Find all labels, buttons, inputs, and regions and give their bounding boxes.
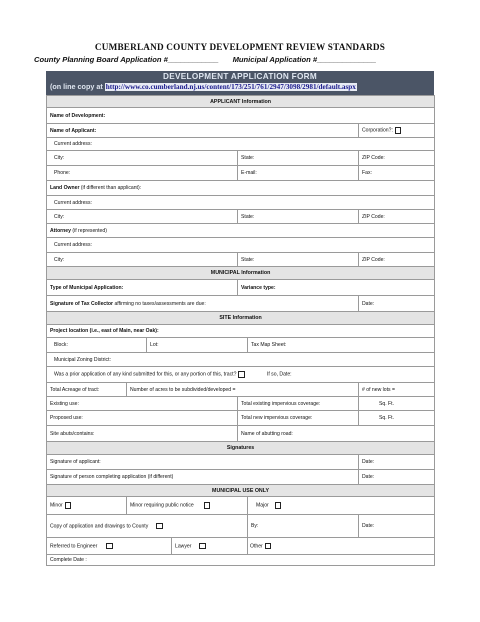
complete-date-field[interactable]: Complete Date : <box>47 555 435 566</box>
attorney-city-field[interactable]: City: <box>47 253 238 267</box>
minor-public-notice-label: Minor requiring public notice <box>130 502 194 509</box>
tax-collector-signature-field[interactable] <box>47 296 359 312</box>
applicant-state-field[interactable]: State: <box>238 151 359 166</box>
preparer-signature-date-field[interactable]: Date: <box>359 470 435 485</box>
land-owner-state-field[interactable]: State: <box>238 210 359 224</box>
minor-checkbox[interactable] <box>65 502 72 509</box>
county-application-number: County Planning Board Application #____________ <box>34 55 219 64</box>
attorney-note: (if represented) <box>72 227 107 234</box>
total-acreage-field[interactable]: Total Acreage of tract: <box>47 383 127 397</box>
copy-to-county-label: Copy of application and drawings to County <box>50 523 149 530</box>
minor-label: Minor <box>50 502 63 509</box>
online-copy-link[interactable]: http://www.co.cumberland.nj.us/content/173/251/761/2947/3098/2981/default.aspx <box>105 83 356 91</box>
tax-collector-date-field[interactable]: Date: <box>359 296 435 312</box>
applicant-signature-field[interactable]: Signature of applicant: <box>47 455 359 470</box>
form-title: DEVELOPMENT APPLICATION FORM <box>163 72 317 81</box>
municipal-application-number: Municipal Application #______________ <box>232 55 377 64</box>
document-title: CUMBERLAND COUNTY DEVELOPMENT REVIEW STANDARDS <box>94 42 386 52</box>
major-option <box>248 497 435 515</box>
land-owner-label: Land Owner <box>50 185 80 191</box>
application-number-line <box>34 55 376 64</box>
attorney-zip-field[interactable]: ZIP Code: <box>359 253 435 267</box>
prior-application-date-label: If so, Date: <box>266 371 292 378</box>
lawyer-label: Lawyer <box>175 543 192 550</box>
existing-use-field[interactable]: Existing use: <box>47 397 238 411</box>
minor-public-notice-checkbox[interactable] <box>204 502 211 509</box>
site-abuts-field[interactable]: Site abuts/contains: <box>47 426 238 442</box>
corporation-label: Corporation?: <box>362 127 393 134</box>
attorney-state-field[interactable]: State: <box>238 253 359 267</box>
other-option <box>248 538 435 555</box>
block-field[interactable]: Block: <box>47 338 147 353</box>
land-owner-zip-field[interactable]: ZIP Code: <box>359 210 435 224</box>
other-checkbox[interactable] <box>265 543 272 550</box>
project-location-field[interactable]: Project location (i.e., east of Main, near Oak): <box>47 325 435 338</box>
tax-collector-note: affirming no taxes/assessments are due: <box>114 300 206 307</box>
copy-date-field[interactable]: Date: <box>359 515 435 538</box>
applicant-address-field[interactable]: Current address: <box>47 138 435 151</box>
prior-application-question: Was a prior application of any kind submitted for this, or any portion of this, tract? <box>54 371 237 378</box>
existing-impervious-field[interactable]: Total existing impervious coverage: <box>238 397 359 411</box>
variance-type-field[interactable]: Variance type: <box>238 280 435 296</box>
lawyer-option <box>172 538 248 555</box>
form-banner <box>46 71 434 95</box>
section-applicant: APPLICANT Information <box>47 96 435 108</box>
copy-to-county-checkbox[interactable] <box>156 523 163 530</box>
corporation-field <box>359 124 435 138</box>
proposed-use-field[interactable]: Proposed use: <box>47 411 238 426</box>
applicant-city-field[interactable]: City: <box>47 151 238 166</box>
applicant-fax-field[interactable]: Fax: <box>359 166 435 181</box>
application-form-table <box>46 95 435 566</box>
applicant-zip-field[interactable]: ZIP Code: <box>359 151 435 166</box>
application-type-field[interactable]: Type of Municipal Application: <box>47 280 238 296</box>
name-of-applicant-field[interactable]: Name of Applicant: <box>47 124 359 138</box>
attorney-field[interactable] <box>47 224 435 238</box>
section-municipal-use: MUNICIPAL USE ONLY <box>47 485 435 497</box>
lawyer-checkbox[interactable] <box>199 543 206 550</box>
minor-public-notice-option <box>127 497 248 515</box>
applicant-email-field[interactable]: E-mail: <box>238 166 359 181</box>
land-owner-address-field[interactable]: Current address: <box>47 196 435 210</box>
tax-collector-label: Signature of Tax Collector <box>50 300 114 307</box>
corporation-checkbox[interactable] <box>395 127 402 134</box>
engineer-checkbox[interactable] <box>106 543 113 550</box>
zoning-district-field[interactable]: Municipal Zoning District: <box>47 353 435 367</box>
major-checkbox[interactable] <box>275 502 282 509</box>
existing-impervious-unit: Sq. Ft. <box>359 397 435 411</box>
applicant-phone-field[interactable]: Phone: <box>47 166 238 181</box>
abutting-road-field[interactable]: Name of abutting road: <box>238 426 435 442</box>
applicant-signature-date-field[interactable]: Date: <box>359 455 435 470</box>
section-site: SITE Information <box>47 312 435 325</box>
tax-map-sheet-field[interactable]: Tax Map Sheet: <box>248 338 435 353</box>
copy-by-field[interactable]: By: <box>248 515 359 538</box>
new-impervious-field[interactable]: Total new impervious coverage: <box>238 411 359 426</box>
section-municipal: MUNICIPAL Information <box>47 267 435 280</box>
acres-subdivided-field[interactable]: Number of acres to be subdivided/developed = <box>127 383 359 397</box>
online-copy-lead: (on line copy at <box>50 82 103 91</box>
online-copy-note <box>50 82 357 91</box>
land-owner-city-field[interactable]: City: <box>47 210 238 224</box>
new-lots-field[interactable]: # of new lots = <box>359 383 435 397</box>
land-owner-note: (if different than applicant): <box>80 185 142 191</box>
referred-engineer-option <box>47 538 172 555</box>
prior-application-checkbox[interactable] <box>238 371 245 378</box>
land-owner-field[interactable] <box>47 181 435 196</box>
section-signatures: Signatures <box>47 442 435 455</box>
prior-application-field <box>47 367 435 383</box>
lot-field[interactable]: Lot: <box>147 338 248 353</box>
major-label: Major <box>256 502 269 509</box>
attorney-label: Attorney <box>50 227 71 234</box>
new-impervious-unit: Sq. Ft. <box>359 411 435 426</box>
copy-to-county-option <box>47 515 248 538</box>
minor-option <box>47 497 127 515</box>
other-label: Other <box>250 543 263 550</box>
preparer-signature-field[interactable]: Signature of person completing application (if different) <box>47 470 359 485</box>
referred-engineer-label: Referred to Engineer <box>50 543 98 550</box>
attorney-address-field[interactable]: Current address: <box>47 238 435 253</box>
name-of-development-field[interactable]: Name of Development: <box>47 108 435 124</box>
